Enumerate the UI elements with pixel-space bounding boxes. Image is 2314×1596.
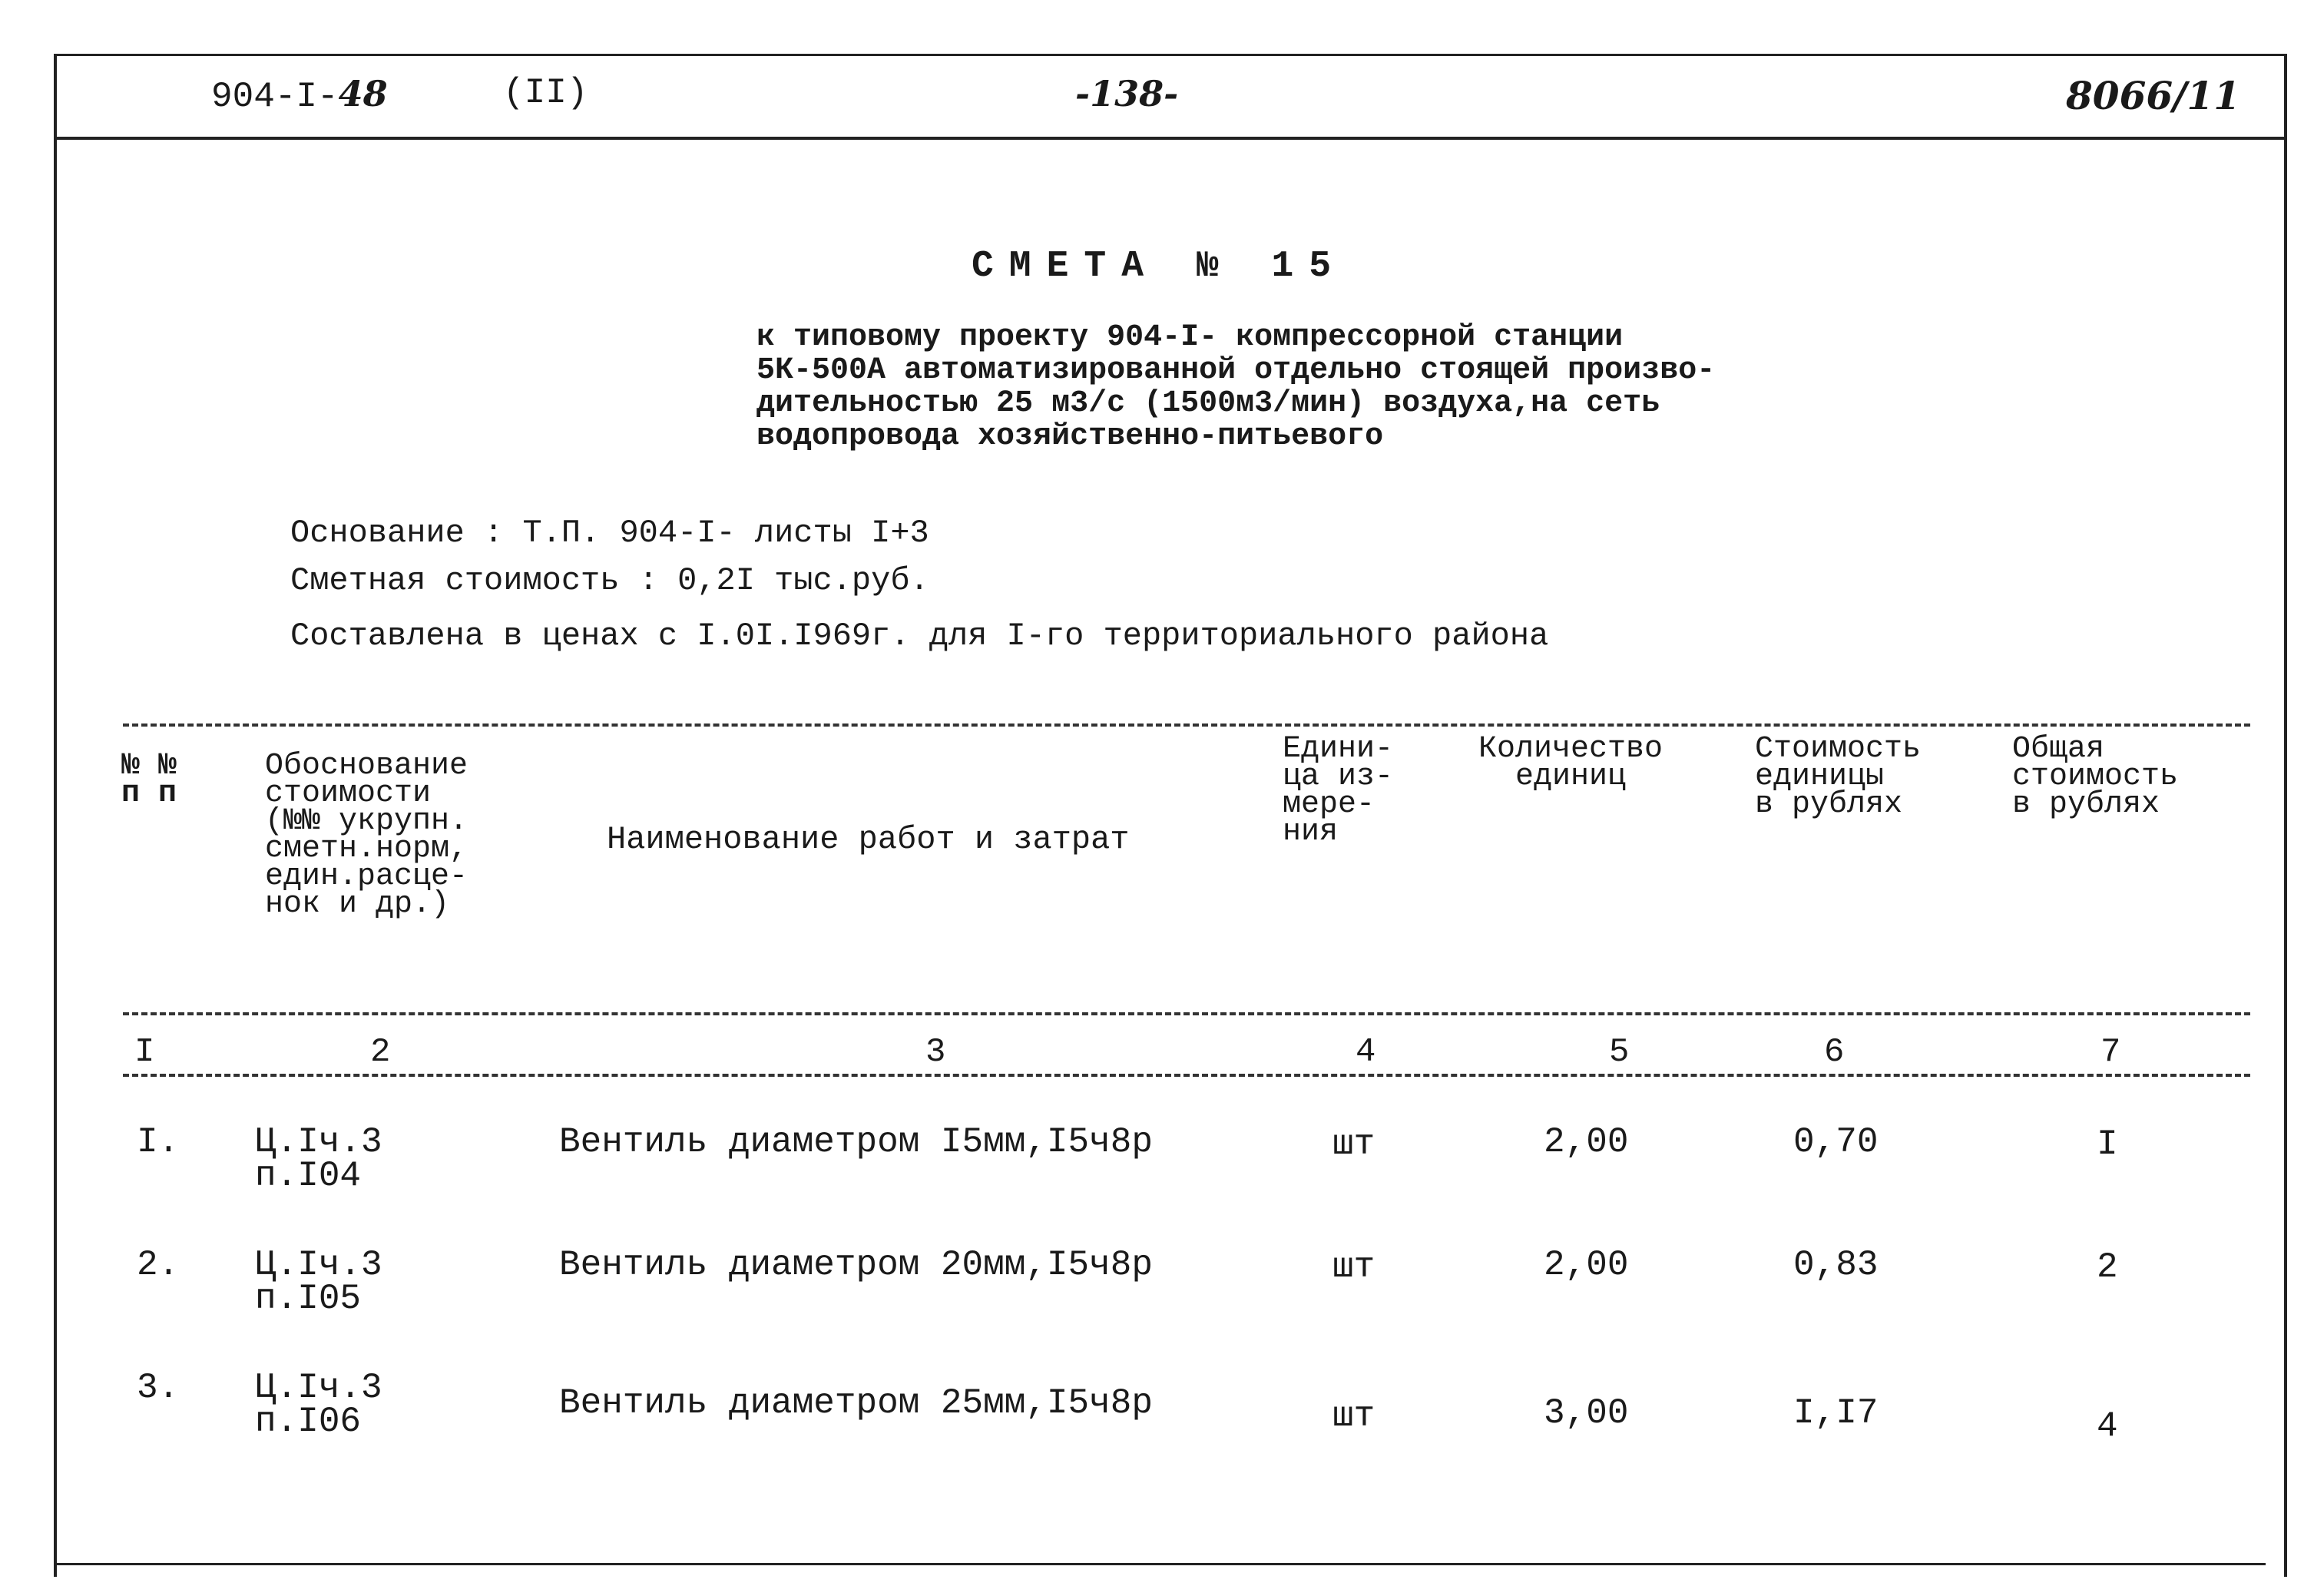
row-2-unit: шт (1332, 1247, 1375, 1287)
row-3-name: Вентиль диаметром 25мм,I5ч8р (559, 1383, 1153, 1423)
row-1-quantity: 2,00 (1544, 1122, 1629, 1162)
row-1-unit-cost: 0,70 (1793, 1122, 1879, 1162)
table-top-rule (123, 723, 2250, 727)
row-1-number: I. (137, 1122, 180, 1162)
col-number-4: 4 (1356, 1033, 1376, 1071)
subtitle-line: к типовому проекту 904-I- компрессорной станции (756, 320, 1624, 355)
subtitle-line: дительностью 25 м3/с (1500м3/мин) воздуха,на сеть (756, 386, 1660, 421)
col-header-quantity: Количество единиц (1478, 732, 1663, 794)
number-row-rule (123, 1074, 2250, 1077)
prices-line: Составлена в ценах с I.0I.I969г. для I-го территориального района (290, 618, 1549, 654)
row-3-number: 3. (137, 1368, 180, 1408)
registration-number: 8066/11 (2066, 73, 2241, 118)
doc-code-handwritten: 48 (338, 73, 388, 114)
col-header-unit: Едини- ца из- мере- ния (1283, 732, 1394, 849)
document-title: СМЕТА № 15 (972, 246, 1347, 287)
col-number-3: 3 (925, 1033, 946, 1071)
row-2-unit-cost: 0,83 (1793, 1245, 1879, 1285)
row-2-basis: Ц.Iч.3 п.I05 (255, 1245, 382, 1319)
col-header-basis: Обоснование стоимости (№№ укрупн. сметн.норм, един.расце- нок и др.) (265, 749, 468, 922)
row-3-total: 4 (2097, 1406, 2118, 1446)
basis-line: Основание : Т.П. 904-I- листы I+3 (290, 515, 929, 551)
page-number: -138- (1075, 73, 1179, 114)
row-1-total: I (2097, 1124, 2118, 1164)
estimated-cost-line: Сметная стоимость : 0,2I тыс.руб. (290, 562, 929, 599)
col-header-total-cost: Общая стоимость в рублях (2012, 732, 2179, 822)
bottom-rule (54, 1563, 2266, 1565)
col-number-5: 5 (1609, 1033, 1630, 1071)
col-number-7: 7 (2100, 1033, 2121, 1071)
row-2-total: 2 (2097, 1247, 2118, 1287)
subtitle-line: водопровода хозяйственно-питьевого (756, 419, 1384, 454)
subtitle (756, 321, 1715, 453)
header-bottom-rule (123, 1012, 2250, 1015)
col-number-2: 2 (370, 1033, 391, 1071)
col-number-1: I (134, 1033, 155, 1071)
subtitle-line: 5К-500А автоматизированной отдельно стоящей произво- (756, 353, 1716, 388)
row-3-unit-cost: I,I7 (1793, 1393, 1879, 1433)
col-number-6: 6 (1824, 1033, 1845, 1071)
col-header-unit-cost: Стоимость единицы в рублях (1755, 732, 1922, 822)
row-3-quantity: 3,00 (1544, 1393, 1629, 1433)
section-number: (II) (503, 73, 588, 113)
row-3-unit: шт (1332, 1396, 1375, 1436)
row-1-name: Вентиль диаметром I5мм,I5ч8р (559, 1122, 1153, 1162)
col-header-number: № № п п (121, 749, 177, 811)
row-2-name: Вентиль диаметром 20мм,I5ч8р (559, 1245, 1153, 1285)
row-3-basis: Ц.Iч.3 п.I06 (255, 1368, 382, 1442)
doc-code: 904-I-48 (211, 73, 388, 117)
col-header-work-name: Наименование работ и затрат (607, 821, 1130, 858)
row-1-basis: Ц.Iч.3 п.I04 (255, 1122, 382, 1196)
row-2-number: 2. (137, 1245, 180, 1285)
row-2-quantity: 2,00 (1544, 1245, 1629, 1285)
row-1-unit: шт (1332, 1124, 1375, 1164)
header-rule (54, 137, 2284, 140)
